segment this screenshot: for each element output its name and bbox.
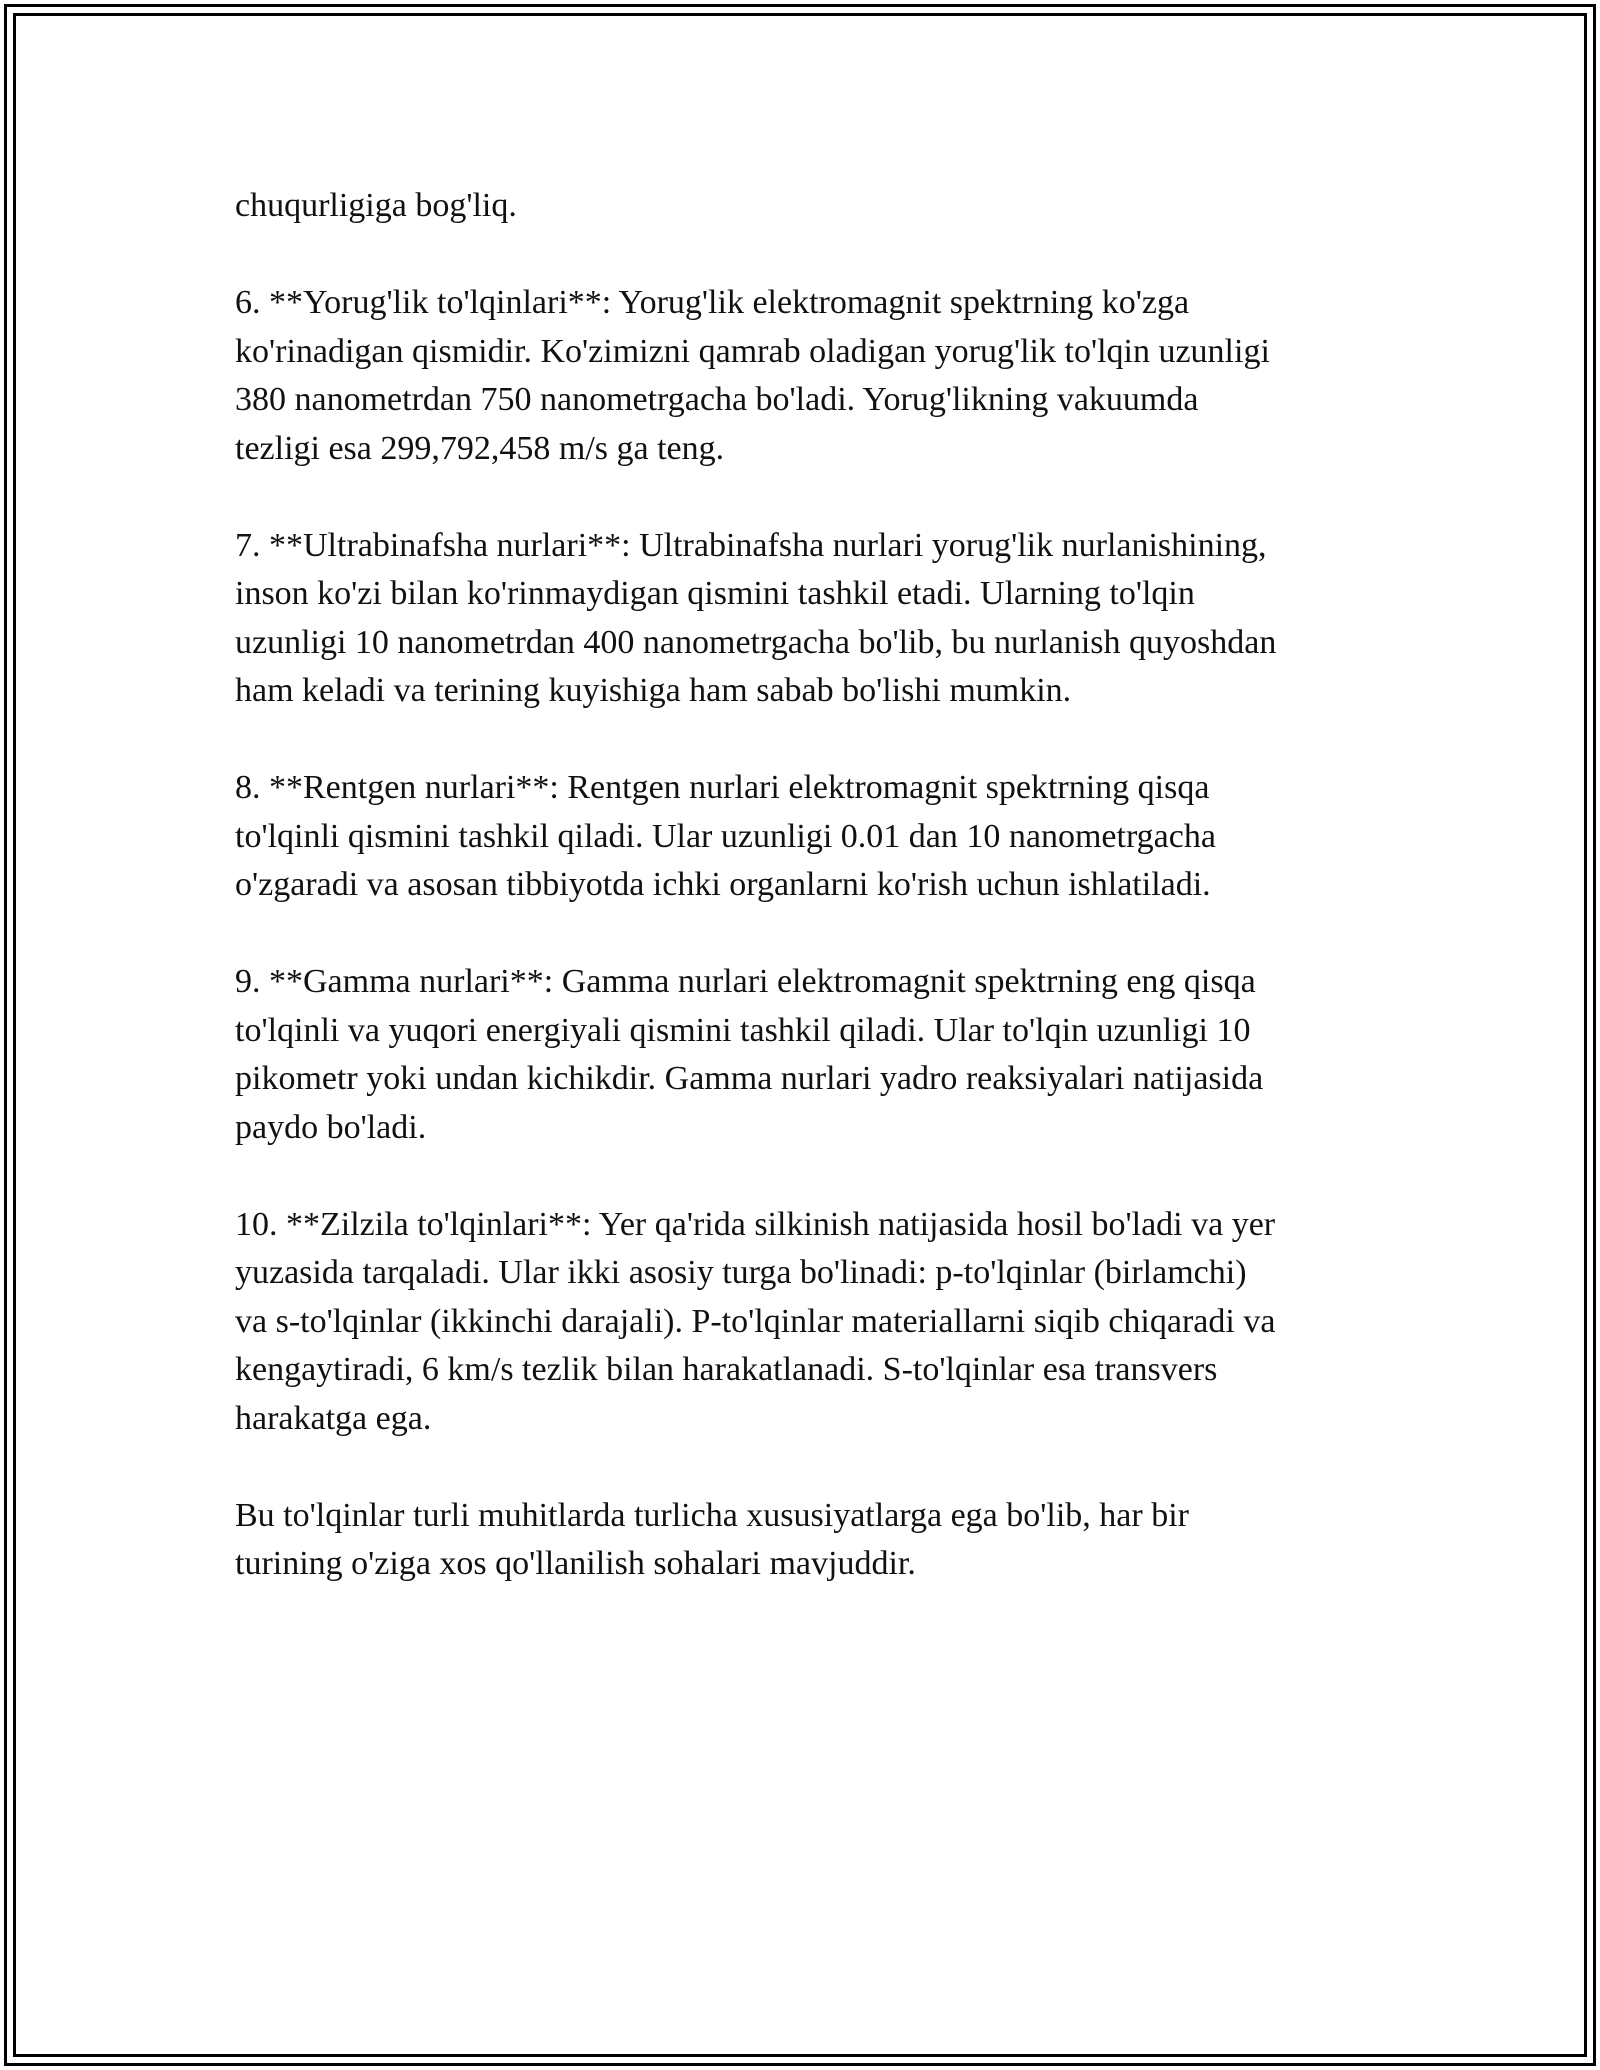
text-line: ko'rinadigan qismidir. Ko'zimizni qamrab oladigan yorug'lik to'lqin uzunligi [235, 332, 1270, 370]
text-line: yuzasida tarqaladi. Ular ikki asosiy turga bo'linadi: p-to'lqinlar (birlamchi) [235, 1254, 1247, 1291]
text-line: to'lqinli qismini tashkil qiladi. Ular uzunligi 0.01 dan 10 nanometrgacha [235, 817, 1216, 855]
text-line: ham keladi va terining kuyishiga ham sabab bo'lishi mumkin. [235, 672, 1072, 709]
paragraph-light-waves [235, 279, 1365, 473]
text-line: va s-to'lqinlar (ikkinchi darajali). P-to'lqinlar materiallarni siqib chiqaradi va [235, 1302, 1276, 1340]
paragraph-conclusion [235, 1492, 1365, 1589]
document-body [235, 182, 1365, 1637]
paragraph-seismic [235, 1201, 1365, 1444]
paragraph-continuation [235, 182, 1365, 231]
paragraph-gamma [235, 958, 1365, 1152]
text-line: uzunligi 10 nanometrdan 400 nanometrgacha bo'lib, bu nurlanish quyoshdan [235, 623, 1277, 661]
text-line: 380 nanometrdan 750 nanometrgacha bo'ladi. Yorug'likning vakuumda [235, 381, 1199, 418]
text-line: 9. **Gamma nurlari**: Gamma nurlari elektromagnit spektrning eng qisqa [235, 963, 1256, 1000]
text-line: inson ko'zi bilan ko'rinmaydigan qismini tashkil etadi. Ularning to'lqin [235, 575, 1195, 612]
text-line: o'zgaradi va asosan tibbiyotda ichki organlarni ko'rish uchun ishlatiladi. [235, 866, 1211, 903]
text-line: Bu to'lqinlar turli muhitlarda turlicha xususiyatlarga ega bo'lib, har bir [235, 1496, 1189, 1534]
text-line: harakatga ega. [235, 1399, 432, 1437]
text-line: 6. **Yorug'lik to'lqinlari**: Yorug'lik elektromagnit spektrning ko'zga [235, 284, 1190, 321]
text-line: to'lqinli va yuqori energiyali qismini tashkil qiladi. Ular to'lqin uzunligi 10 [235, 1011, 1251, 1049]
text-line: tezligi esa 299,792,458 m/s ga teng. [235, 429, 725, 467]
text-line: paydo bo'ladi. [235, 1108, 427, 1146]
text-line: chuqurligiga bog'liq. [235, 187, 517, 224]
text-line: turining o'ziga xos qo'llanilish sohalari mavjuddir. [235, 1545, 916, 1582]
text-line: pikometr yoki undan kichikdir. Gamma nurlari yadro reaksiyalari natijasida [235, 1060, 1264, 1097]
paragraph-ultraviolet [235, 522, 1365, 716]
text-line: 10. **Zilzila to'lqinlari**: Yer qa'rida silkinish natijasida hosil bo'ladi va yer [235, 1205, 1276, 1243]
text-line: 7. **Ultrabinafsha nurlari**: Ultrabinafsha nurlari yorug'lik nurlanishining, [235, 526, 1267, 564]
paragraph-xray [235, 764, 1365, 910]
text-line: kengaytiradi, 6 km/s tezlik bilan harakatlanadi. S-to'lqinlar esa transvers [235, 1351, 1218, 1388]
text-line: 8. **Rentgen nurlari**: Rentgen nurlari elektromagnit spektrning qisqa [235, 769, 1210, 806]
